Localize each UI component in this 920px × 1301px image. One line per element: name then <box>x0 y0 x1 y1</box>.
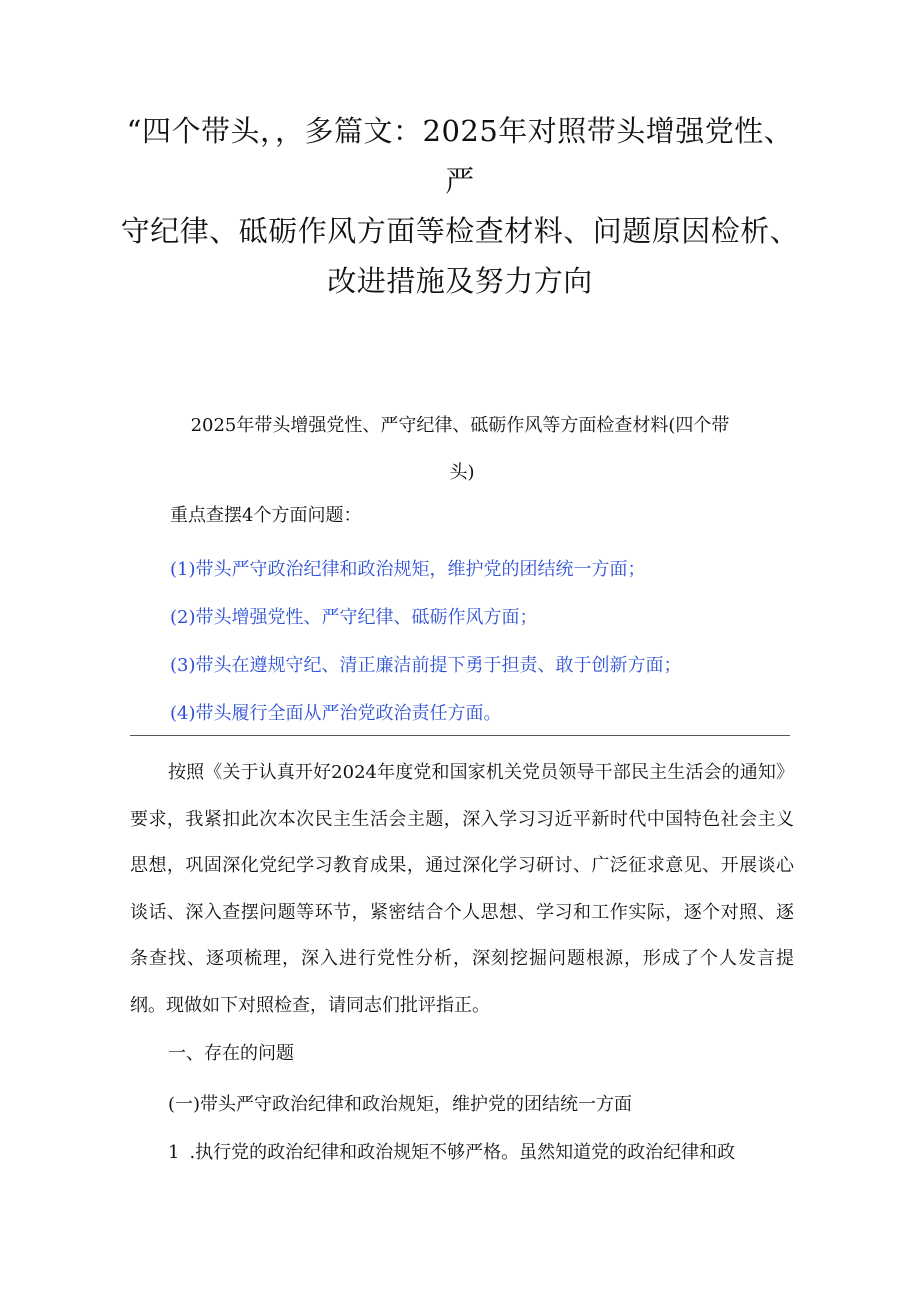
body-paragraph: 按照《关于认真开好2024年度党和国家机关党员领导干部民主生活会的通知》要求，我紧扣此次本次民主生活会主题，深入学习习近平新时代中国特色社会主义思想，巩固深化党纪学习教育成果，通过深化学习研讨、广泛征求意见、开展谈心谈话、深入查摆问题等环节，紧密结合个人思想、学习和工作实际，逐个对照、逐条查找、逐项梳理，深入进行党性分析，深刻挖掘问题根源，形成了个人发言提纲。现做如下对照检查，请同志们批评指正。 <box>130 762 794 1016</box>
item-number: 1 <box>168 1142 180 1163</box>
title-line: 守纪律、砥砺作风方面等检查材料、问题原因检析、 <box>120 214 800 248</box>
section-heading: 一、存在的问题 <box>168 1043 294 1064</box>
issue-item: (2)带头增强党性、严守纪律、砥砺作风方面； <box>170 607 538 628</box>
issue-item: (1)带头严守政治纪律和政治规矩，维护党的团结统一方面； <box>170 559 646 580</box>
subtitle-line: 2025年带头增强党性、严守纪律、砥砺作风等方面检查材料(四个带 <box>190 415 730 436</box>
issue-item: (3)带头在遵规守纪、清正廉洁前提下勇于担责、敢于创新方面； <box>170 655 682 676</box>
issue-list <box>170 558 682 750</box>
numbered-item <box>168 1141 735 1165</box>
title-line: “四个带头，，多篇文：2025年对照带头增强党性、 <box>126 114 794 148</box>
subsection-heading: (一)带头严守政治纪律和政治规矩，维护党的团结统一方面 <box>168 1094 633 1115</box>
item-text: .执行党的政治纪律和政治规矩不够严格。虽然知道党的政治纪律和政 <box>189 1142 736 1163</box>
document-title <box>120 106 800 306</box>
subtitle-line: 头) <box>449 462 475 483</box>
issue-item: (4)带头履行全面从严治党政治责任方面。 <box>170 703 502 724</box>
intro-text: 重点查摆4个方面问题： <box>170 505 362 526</box>
title-line: 严 <box>445 164 475 198</box>
divider-line <box>130 735 790 736</box>
title-line: 改进措施及努力方向 <box>327 264 593 298</box>
document-subtitle <box>160 402 760 496</box>
